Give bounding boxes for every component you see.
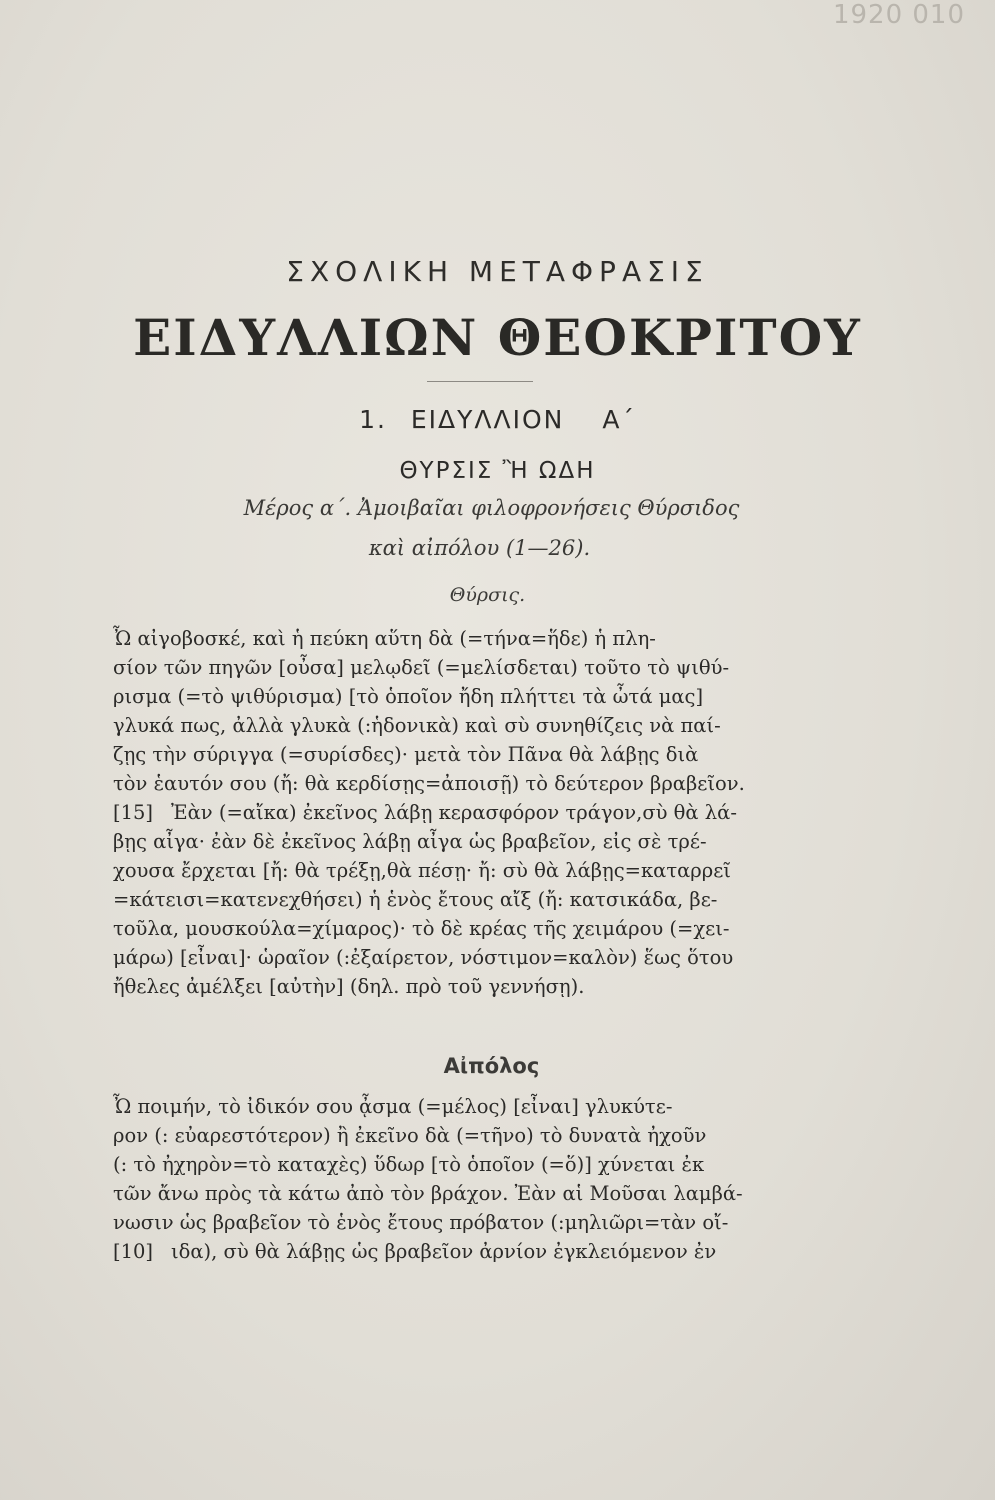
line-text: ρον (: εὐαρεστότερον) ἢ ἐκεῖνο δὰ (=τῆνο) τὸ δυνατὰ ἠχοῦν (113, 1124, 707, 1147)
line-text: ρισμα (=τὸ ψιθύρισμα) [τὸ ὁποῖον ἤδη πλήττει τὰ ὦτά μας] (113, 685, 704, 708)
line-text: σίον τῶν πηγῶν [οὖσα] μελῳδεῖ (=μελίσδεται) τοῦτο τὸ ψιθύ- (113, 656, 730, 679)
part-heading-line-1: Μέρος α΄. Ἀμοιβαῖαι φιλοφρονήσεις Θύρσιδος (243, 496, 740, 520)
text-line (113, 1121, 810, 1150)
text-line (113, 653, 810, 682)
speaker-aipolos: Αἰπόλος (443, 1054, 540, 1078)
title-divider (427, 381, 533, 382)
text-line (113, 1237, 810, 1266)
line-text: Ὦ αἰγοβοσκέ, καὶ ἡ πεύκη αὕτη δὰ (=τήνα=ἥδε) ἡ πλη- (113, 627, 656, 650)
line-text: νωσιν ὡς βραβεῖον τὸ ἑνὸς ἔτους πρόβατον (:μηλιῶρι=τὰν οἴ- (113, 1211, 729, 1234)
main-title: ΕΙΔΥΛΛΙΩΝ ΘΕΟΚΡΙΤΟΥ (133, 308, 862, 367)
text-line (113, 943, 810, 972)
idyll-number: 1. (359, 405, 387, 434)
text-line (113, 769, 810, 798)
text-line (113, 914, 810, 943)
text-line (113, 682, 810, 711)
text-line (113, 711, 810, 740)
text-line (113, 1150, 810, 1179)
line-text: Ἐὰν (=αἴκα) ἐκεῖνος λάβῃ κερασφόρον τράγον,σὺ θὰ λά- (171, 801, 737, 824)
line-text: τῶν ἄνω πρὸς τὰ κάτω ἀπὸ τὸν βράχον. Ἐὰν αἱ Μοῦσαι λαμβά- (113, 1182, 743, 1205)
text-line (113, 1208, 810, 1237)
line-text: ζῃς τὴν σύριγγα (=συρίσδες)· μετὰ τὸν Πᾶνα θὰ λάβῃς διὰ (113, 743, 699, 766)
line-text: ιδα), σὺ θὰ λάβῃς ὡς βραβεῖον ἀρνίον ἐγκλειόμενον ἐν (171, 1240, 717, 1263)
text-line (113, 885, 810, 914)
line-text: μάρω) [εἶναι]· ὡραῖον (:ἐξαίρετον, νόστιμον=καλὸν) ἕως ὅτου (113, 946, 734, 969)
text-line (113, 1092, 810, 1121)
text-line (113, 856, 810, 885)
series-title: ΣΧΟΛΙΚΗ ΜΕΤΑΦΡΑΣΙΣ (286, 255, 709, 288)
line-number: [15] (113, 801, 154, 824)
part-heading-line-2: καὶ αἰπόλου (1—26). (368, 536, 591, 560)
text-line (113, 798, 810, 827)
archive-mark: 1920 010 (832, 0, 965, 30)
speaker-thyrsis: Θύρσις. (449, 584, 526, 606)
idyll-letter: Α΄ (602, 405, 636, 434)
line-text: βῃς αἶγα· ἐὰν δὲ ἐκεῖνος λάβῃ αἶγα ὡς βραβεῖον, εἰς σὲ τρέ- (113, 830, 707, 853)
idyll-heading (0, 405, 995, 434)
line-text: γλυκά πως, ἀλλὰ γλυκὰ (:ἡδονικὰ) καὶ σὺ συνηθίζεις νὰ παί- (113, 714, 721, 737)
text-line (113, 972, 810, 1001)
text-line (113, 624, 810, 653)
thyrsis-translation (113, 624, 810, 1001)
line-text: χουσα ἔρχεται [ἤ: θὰ τρέξῃ,θὰ πέσῃ· ἤ: σὺ θὰ λάβῃς=καταρρεῖ (113, 859, 731, 882)
line-text: τοῦλα, μουσκούλα=χίμαρος)· τὸ δὲ κρέας τῆς χειμάρου (=χει- (113, 917, 730, 940)
line-text: =κάτεισι=κατενεχθήσει) ἡ ἑνὸς ἔτους αἴξ (ἤ: κατσικάδα, βε- (113, 888, 718, 911)
text-line (113, 1179, 810, 1208)
line-text: Ὦ ποιμήν, τὸ ἰδικόν σου ᾆσμα (=μέλος) [εἶναι] γλυκύτε- (113, 1095, 673, 1118)
line-text: τὸν ἑαυτόν σου (ἤ: θὰ κερδίσῃς=ἀποισῇ) τὸ δεύτερον βραβεῖον. (113, 772, 745, 795)
text-line (113, 740, 810, 769)
aipolos-translation (113, 1092, 810, 1266)
line-text: ἤθελες ἀμέλξει [αὐτὴν] (δηλ. πρὸ τοῦ γεννήσῃ). (113, 975, 585, 998)
text-line (113, 827, 810, 856)
line-text: (: τὸ ἠχηρὸν=τὸ καταχὲς) ὕδωρ [τὸ ὁποῖον (=ὅ)] χύνεται ἐκ (113, 1153, 705, 1176)
idyll-subtitle: ΘΥΡΣΙΣ Ἢ ΩΔΗ (399, 458, 596, 484)
line-number: [10] (113, 1240, 154, 1263)
idyll-label: ΕΙΔΥΛΛΙΟΝ (410, 405, 565, 434)
